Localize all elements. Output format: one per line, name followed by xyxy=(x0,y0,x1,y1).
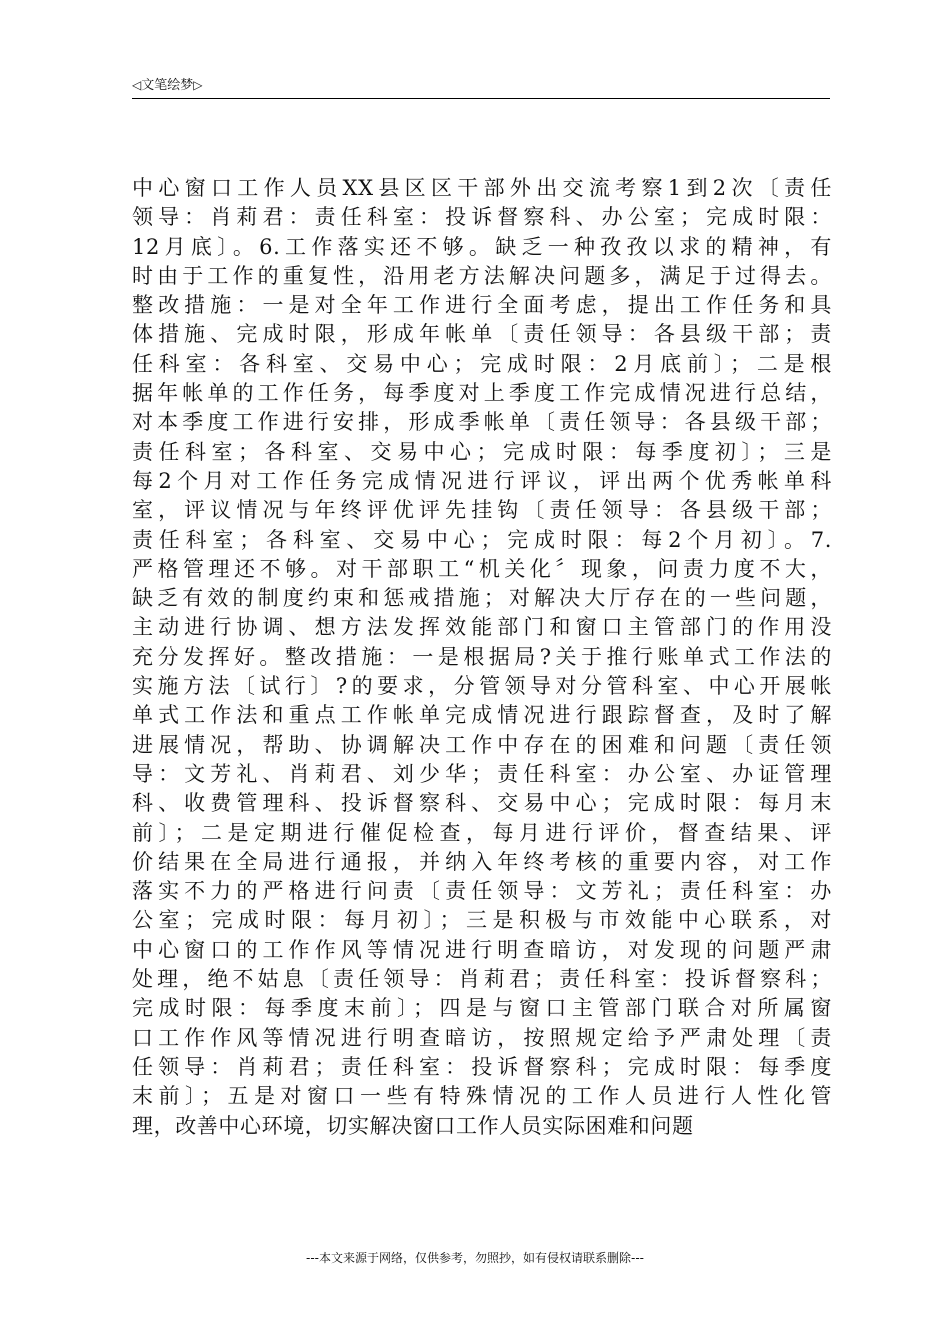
paragraph-line: 12月底〕。6.工作落实还不够。缺乏一种孜孜以求的精神，有 xyxy=(132,234,832,259)
paragraph-line: 处理，绝不姑息〔责任领导：肖莉君；责任科室：投诉督察科； xyxy=(132,967,832,992)
paragraph-line: 末前〕；五是对窗口一些有特殊情况的工作人员进行人性化管 xyxy=(132,1084,832,1109)
paragraph-line: 口工作作风等情况进行明查暗访，按照规定给予严肃处理〔责 xyxy=(132,1025,832,1050)
paragraph-line: 科、收费管理科、投诉督察科、交易中心；完成时限：每月末 xyxy=(132,791,832,816)
header-brand xyxy=(132,76,202,95)
paragraph-line: 任科室：各科室、交易中心；完成时限：2月底前〕；二是根 xyxy=(132,351,832,376)
paragraph-line: 责任科室；各科室、交易中心；完成时限：每季度初〕；三是 xyxy=(132,439,832,464)
footer-notice: ---本文来源于网络，仅供参考，勿照抄，如有侵权请联系删除--- xyxy=(306,1251,644,1265)
paragraph-line: 据年帐单的工作任务，每季度对上季度工作完成情况进行总结， xyxy=(132,381,832,406)
paragraph-line: 时由于工作的重复性，沿用老方法解决问题多，满足于过得去。 xyxy=(132,263,832,288)
paragraph-line: 充分发挥好。整改措施：一是根据局?关于推行账单式工作法的 xyxy=(132,644,832,669)
paragraph-line: 严格管理还不够。对干部职工“机关化〞现象，问责力度不大， xyxy=(132,556,832,581)
paragraph-line: 每2个月对工作任务完成情况进行评议，评出两个优秀帐单科 xyxy=(132,468,832,493)
paragraph-line: 理，改善中心环境，切实解决窗口工作人员实际困难和问题 xyxy=(132,1113,694,1138)
paragraph-line: 缺乏有效的制度约束和惩戒措施；对解决大厅存在的一些问题， xyxy=(132,586,832,611)
paragraph-line: 整改措施：一是对全年工作进行全面考虑，提出工作任务和具 xyxy=(132,293,832,318)
paragraph-line: 落实不力的严格进行问责〔责任领导：文芳礼；责任科室：办 xyxy=(132,879,832,904)
paragraph-line: 公室；完成时限：每月初〕；三是积极与市效能中心联系，对 xyxy=(132,908,832,933)
brand-name: 文笔绘梦 xyxy=(141,78,194,93)
paragraph-line: 价结果在全局进行通报，并纳入年终考核的重要内容，对工作 xyxy=(132,849,832,874)
paragraph-line: 责任科室；各科室、交易中心；完成时限：每2个月初〕。7. xyxy=(132,527,832,552)
paragraph-line: 单式工作法和重点工作帐单完成情况进行跟踪督查，及时了解 xyxy=(132,703,832,728)
paragraph-line: 领导：肖莉君：责任科室：投诉督察科、办公室；完成时限： xyxy=(132,205,832,230)
paragraph-line: 对本季度工作进行安排，形成季帐单〔责任领导：各县级干部； xyxy=(132,410,832,435)
paragraph-line: 前〕；二是定期进行催促检查，每月进行评价，督查结果、评 xyxy=(132,820,832,845)
paragraph-line: 中心窗口的工作作风等情况进行明查暗访，对发现的问题严肃 xyxy=(132,937,832,962)
paragraph-line: 体措施、完成时限，形成年帐单〔责任领导：各县级干部；责 xyxy=(132,322,832,347)
page-header xyxy=(132,76,830,99)
paragraph-line: 室，评议情况与年终评优评先挂钩〔责任领导：各县级干部； xyxy=(132,498,832,523)
paragraph-line: 中心窗口工作人员XX县区区干部外出交流考察1到2次〔责任 xyxy=(132,176,832,200)
paragraph-line: 主动进行协调、想方法发挥效能部门和窗口主管部门的作用没 xyxy=(132,615,832,640)
paragraph-line: 进展情况，帮助、协调解决工作中存在的困难和问题〔责任领 xyxy=(132,732,832,757)
triangle-left-icon: ◁ xyxy=(132,78,142,92)
paragraph-line: 导：文芳礼、肖莉君、刘少华；责任科室：办公室、办证管理 xyxy=(132,761,832,786)
paragraph-line: 完成时限：每季度末前〕；四是与窗口主管部门联合对所属窗 xyxy=(132,996,832,1021)
body-text xyxy=(132,174,832,1141)
triangle-right-icon: ▷ xyxy=(193,78,203,92)
paragraph-line: 任领导：肖莉君；责任科室：投诉督察科；完成时限：每季度 xyxy=(132,1054,832,1079)
paragraph-line: 实施方法〔试行〕?的要求，分管领导对分管科室、中心开展帐 xyxy=(132,674,832,699)
